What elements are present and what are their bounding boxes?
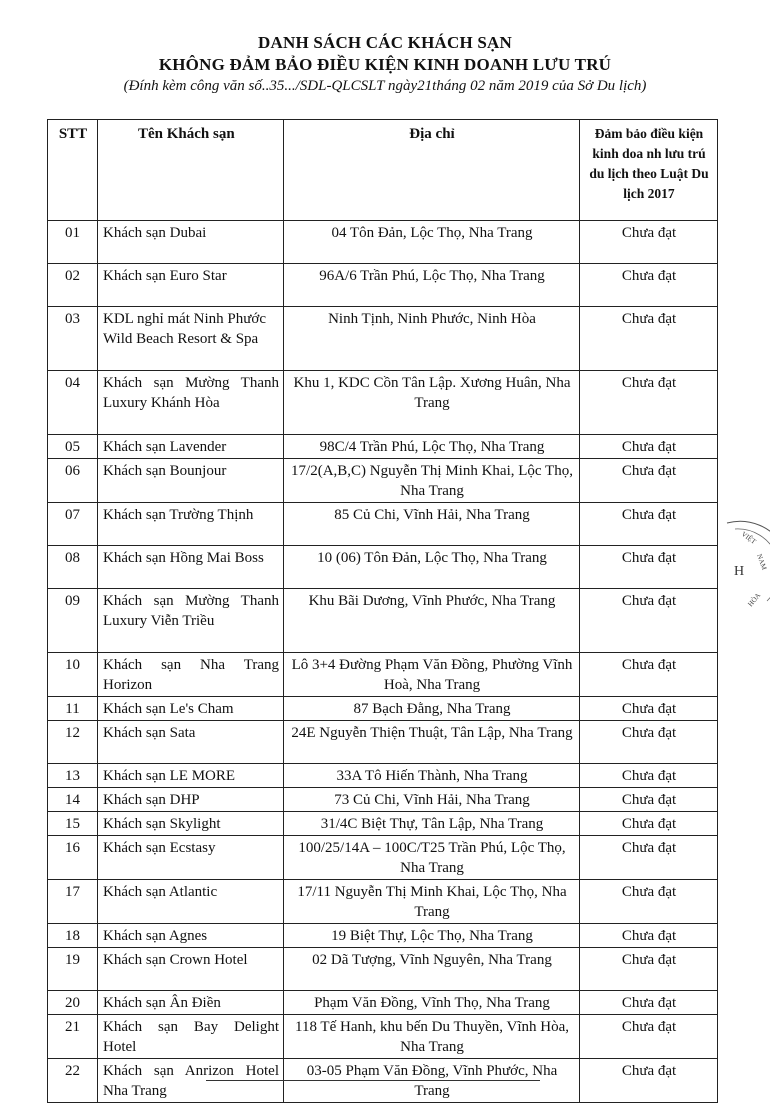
cell-status: Chưa đạt	[580, 697, 718, 721]
cell-hotel-name: Khách sạn Lavender	[98, 435, 284, 459]
cell-address: 17/11 Nguyễn Thị Minh Khai, Lộc Thọ, Nha Trang	[284, 880, 580, 924]
cell-address: 17/2(A,B,C) Nguyễn Thị Minh Khai, Lộc Thọ, Nha Trang	[284, 459, 580, 503]
table-row	[48, 721, 718, 764]
cell-address: 31/4C Biệt Thự, Tân Lập, Nha Trang	[284, 812, 580, 836]
cell-status: Chưa đạt	[580, 991, 718, 1015]
header-address: Địa chỉ	[284, 120, 580, 221]
cell-status: Chưa đạt	[580, 880, 718, 924]
cell-stt: 08	[48, 546, 98, 589]
cell-stt: 10	[48, 653, 98, 697]
table-row	[48, 589, 718, 653]
table-row	[48, 371, 718, 435]
table-row	[48, 948, 718, 991]
cell-status: Chưa đạt	[580, 812, 718, 836]
svg-text:VIỆT: VIỆT	[739, 530, 758, 546]
cell-address: 02 Dã Tượng, Vĩnh Nguyên, Nha Trang	[284, 948, 580, 991]
cell-address: 100/25/14A – 100C/T25 Trần Phú, Lộc Thọ, Nha Trang	[284, 836, 580, 880]
header-condition: Đảm bảo điều kiện kinh doa nh lưu trú du lịch theo Luật Du lịch 2017	[580, 120, 718, 221]
table-row	[48, 812, 718, 836]
cell-status: Chưa đạt	[580, 307, 718, 371]
cell-hotel-name: Khách sạn Dubai	[98, 221, 284, 264]
table-row	[48, 991, 718, 1015]
cell-status: Chưa đạt	[580, 788, 718, 812]
table-row	[48, 307, 718, 371]
cell-hotel-name: KDL nghỉ mát Ninh Phước Wild Beach Resort & Spa	[98, 307, 284, 371]
cell-stt: 05	[48, 435, 98, 459]
table-row	[48, 653, 718, 697]
document-subtitle: (Đính kèm công văn số..35.../SDL-QLCSLT ngày21tháng 02 năm 2019 của Sở Du lịch)	[123, 78, 647, 94]
cell-hotel-name: Khách sạn Atlantic	[98, 880, 284, 924]
table-row	[48, 836, 718, 880]
cell-stt: 07	[48, 503, 98, 546]
cell-stt: 16	[48, 836, 98, 880]
cell-status: Chưa đạt	[580, 503, 718, 546]
table-row	[48, 546, 718, 589]
header-stt: STT	[48, 120, 98, 221]
cell-status: Chưa đạt	[580, 435, 718, 459]
cell-status: Chưa đạt	[580, 1059, 718, 1103]
cell-stt: 14	[48, 788, 98, 812]
cell-stt: 12	[48, 721, 98, 764]
cell-address: 85 Củ Chi, Vĩnh Hải, Nha Trang	[284, 503, 580, 546]
cell-hotel-name: Khách sạn Bounjour	[98, 459, 284, 503]
cell-hotel-name: Khách sạn Agnes	[98, 924, 284, 948]
table-row	[48, 788, 718, 812]
cell-hotel-name: Khách sạn Crown Hotel	[98, 948, 284, 991]
table-row	[48, 697, 718, 721]
cell-status: Chưa đạt	[580, 653, 718, 697]
cell-status: Chưa đạt	[580, 721, 718, 764]
cell-status: Chưa đạt	[580, 836, 718, 880]
cell-hotel-name: Khách sạn Mường Thanh Luxury Khánh Hòa	[98, 371, 284, 435]
cell-address: 04 Tôn Đản, Lộc Thọ, Nha Trang	[284, 221, 580, 264]
cell-address: 96A/6 Trần Phú, Lộc Thọ, Nha Trang	[284, 264, 580, 307]
cell-status: Chưa đạt	[580, 764, 718, 788]
cell-stt: 03	[48, 307, 98, 371]
header-hotel-name: Tên Khách sạn	[98, 120, 284, 221]
cell-hotel-name: Khách sạn Bay Delight Hotel	[98, 1015, 284, 1059]
cell-stt: 19	[48, 948, 98, 991]
cell-hotel-name: Khách sạn Sata	[98, 721, 284, 764]
cell-hotel-name: Khách sạn LE MORE	[98, 764, 284, 788]
table-row	[48, 264, 718, 307]
cell-hotel-name: Khách sạn Mường Thanh Luxury Viễn Triều	[98, 589, 284, 653]
cell-address: Khu Bãi Dương, Vĩnh Phước, Nha Trang	[284, 589, 580, 653]
table-row	[48, 764, 718, 788]
cell-stt: 02	[48, 264, 98, 307]
cell-status: Chưa đạt	[580, 264, 718, 307]
cell-hotel-name: Khách sạn Skylight	[98, 812, 284, 836]
cell-hotel-name: Khách sạn Euro Star	[98, 264, 284, 307]
svg-text:NAM: NAM	[755, 552, 769, 572]
cell-address: Ninh Tịnh, Ninh Phước, Ninh Hòa	[284, 307, 580, 371]
document-title: DANH SÁCH CÁC KHÁCH SẠN	[258, 33, 512, 52]
official-stamp	[717, 515, 770, 615]
cell-stt: 20	[48, 991, 98, 1015]
table-row	[48, 459, 718, 503]
stamp-letter: H	[734, 564, 745, 579]
cell-address: 87 Bạch Đằng, Nha Trang	[284, 697, 580, 721]
cell-address: 98C/4 Trần Phú, Lộc Thọ, Nha Trang	[284, 435, 580, 459]
cell-stt: 18	[48, 924, 98, 948]
cell-stt: 06	[48, 459, 98, 503]
table-row	[48, 924, 718, 948]
cell-stt: 13	[48, 764, 98, 788]
cell-stt: 09	[48, 589, 98, 653]
cell-address: Lô 3+4 Đường Phạm Văn Đồng, Phường Vĩnh Hoà, Nha Trang	[284, 653, 580, 697]
table-row	[48, 221, 718, 264]
cell-hotel-name: Khách sạn Trường Thịnh	[98, 503, 284, 546]
cell-status: Chưa đạt	[580, 924, 718, 948]
table-row	[48, 435, 718, 459]
cell-status: Chưa đạt	[580, 546, 718, 589]
cell-address: 24E Nguyễn Thiện Thuật, Tân Lập, Nha Trang	[284, 721, 580, 764]
cell-hotel-name: Khách sạn Le's Cham	[98, 697, 284, 721]
cell-status: Chưa đạt	[580, 371, 718, 435]
cell-address: 73 Củ Chi, Vĩnh Hải, Nha Trang	[284, 788, 580, 812]
cell-stt: 15	[48, 812, 98, 836]
cell-hotel-name: Khách sạn Anrizon Hotel Nha Trang	[98, 1059, 284, 1103]
table-row	[48, 880, 718, 924]
cell-stt: 04	[48, 371, 98, 435]
document-title-line2: KHÔNG ĐẢM BẢO ĐIỀU KIỆN KINH DOANH LƯU TRÚ	[158, 55, 612, 74]
cell-hotel-name: Khách sạn Hồng Mai Boss	[98, 546, 284, 589]
cell-hotel-name: Khách sạn Nha Trang Horizon	[98, 653, 284, 697]
cell-status: Chưa đạt	[580, 948, 718, 991]
cell-address: 19 Biệt Thự, Lộc Thọ, Nha Trang	[284, 924, 580, 948]
cell-stt: 01	[48, 221, 98, 264]
svg-text:HÒA: HÒA	[746, 591, 763, 609]
cell-status: Chưa đạt	[580, 1015, 718, 1059]
hotel-table	[47, 119, 718, 1103]
cell-status: Chưa đạt	[580, 459, 718, 503]
cell-hotel-name: Khách sạn Ecstasy	[98, 836, 284, 880]
cell-hotel-name: Khách sạn Ân Điền	[98, 991, 284, 1015]
cell-address: Phạm Văn Đồng, Vĩnh Thọ, Nha Trang	[284, 991, 580, 1015]
table-row	[48, 503, 718, 546]
cell-address: 33A Tô Hiến Thành, Nha Trang	[284, 764, 580, 788]
cell-address: 10 (06) Tôn Đản, Lộc Thọ, Nha Trang	[284, 546, 580, 589]
cell-status: Chưa đạt	[580, 221, 718, 264]
table-body	[48, 221, 718, 1103]
cell-address: Khu 1, KDC Cồn Tân Lập. Xương Huân, Nha Trang	[284, 371, 580, 435]
cell-status: Chưa đạt	[580, 589, 718, 653]
cell-stt: 21	[48, 1015, 98, 1059]
cell-stt: 17	[48, 880, 98, 924]
table-row	[48, 1015, 718, 1059]
cell-address: 118 Tế Hanh, khu bến Du Thuyền, Vĩnh Hòa, Nha Trang	[284, 1015, 580, 1059]
cell-hotel-name: Khách sạn DHP	[98, 788, 284, 812]
cell-address: 03-05 Phạm Văn Đồng, Vĩnh Phước, Nha Trang	[284, 1059, 580, 1103]
table-header-row	[48, 120, 718, 221]
footer-line	[206, 1080, 540, 1081]
hotel-table-container	[47, 119, 717, 1103]
cell-stt: 22	[48, 1059, 98, 1103]
cell-stt: 11	[48, 697, 98, 721]
